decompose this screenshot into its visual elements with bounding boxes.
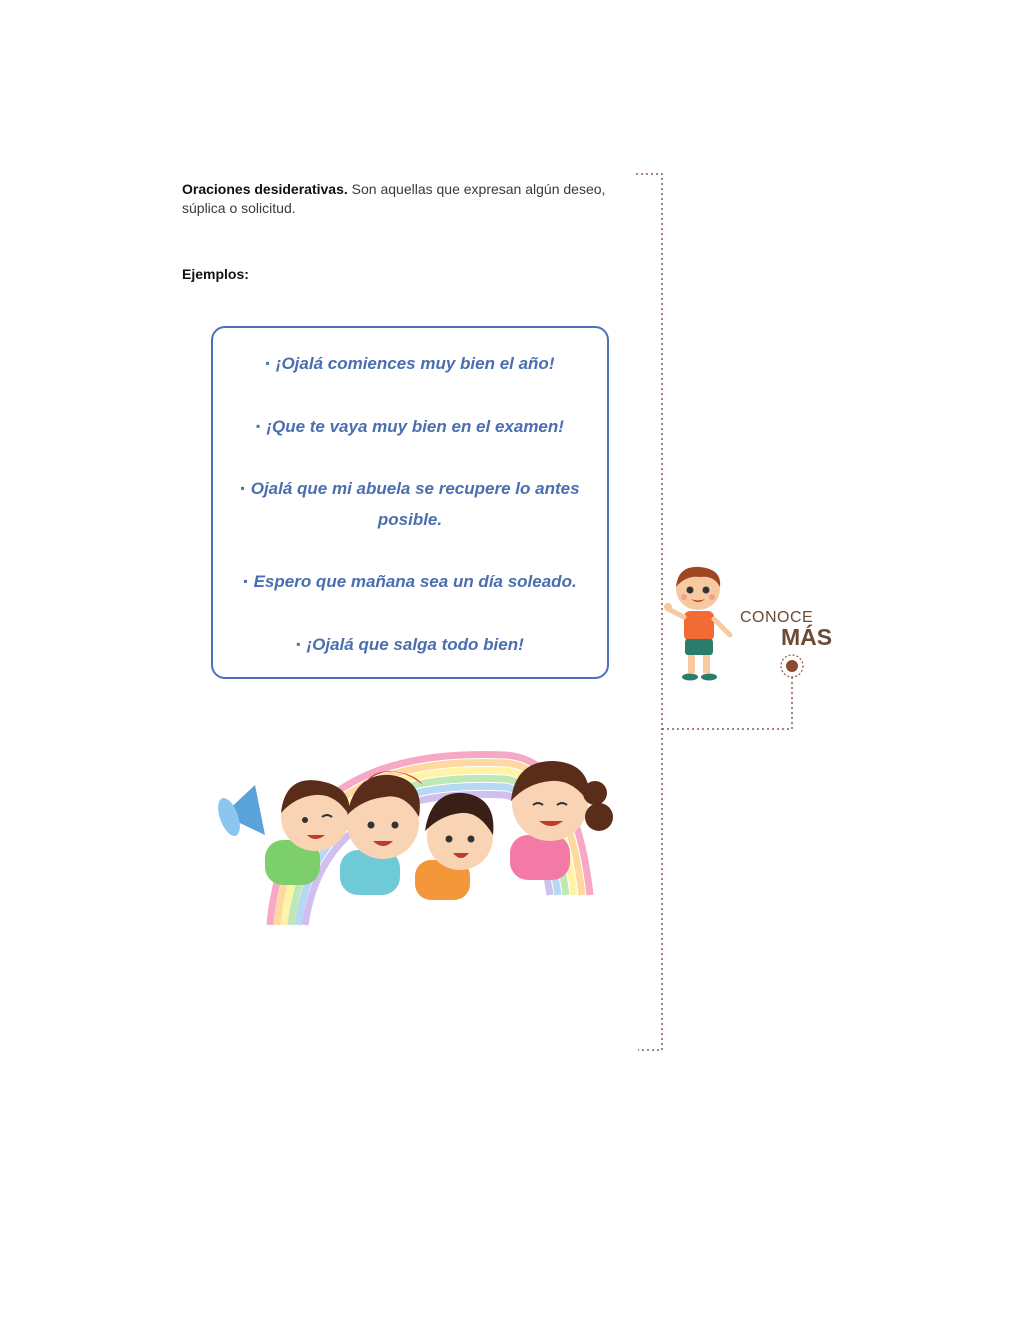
definition-term: Oraciones desiderativas. (182, 181, 348, 197)
example-item: ▪ ¡Ojalá comiences muy bien el año! (265, 354, 555, 373)
bullet-icon: ▪ (296, 637, 301, 651)
bullet-icon: ▪ (240, 481, 245, 495)
definition-text: Son aquellas que expresan algún deseo, súplica o solicitud. (182, 181, 606, 216)
boy-illustration (660, 565, 740, 685)
bullet-icon: ▪ (256, 419, 261, 433)
target-dot-icon (779, 653, 805, 679)
bullet-icon: ▪ (265, 356, 270, 370)
callout-mas: MÁS (781, 624, 833, 650)
definition-paragraph (182, 180, 652, 218)
example-item: ▪ Ojalá que mi abuela se recupere lo antes posible. (240, 479, 580, 529)
examples-heading: Ejemplos: (182, 266, 249, 282)
example-item: ▪ ¡Que te vaya muy bien en el examen! (256, 417, 564, 436)
bullet-icon: ▪ (243, 574, 248, 588)
children-rainbow-illustration (215, 745, 625, 930)
callout-conoce: CONOCE (740, 609, 814, 626)
example-item: ▪ Espero que mañana sea un día soleado. (243, 572, 577, 591)
example-item: ▪ ¡Ojalá que salga todo bien! (296, 635, 524, 654)
examples-box (211, 326, 609, 679)
